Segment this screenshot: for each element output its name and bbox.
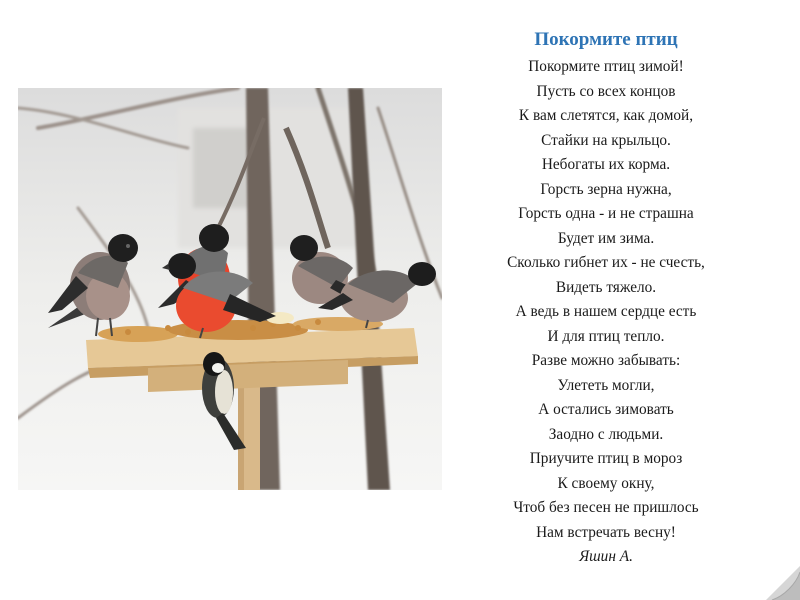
poem-line: К своему окну, [557,474,655,492]
poem [470,26,742,570]
poem-line: Горсть одна - и не страшна [518,205,694,222]
poem-author: Яшин А. [579,548,633,565]
poem-line: К вам слетятся, как домой, [518,107,694,124]
poem-line: Видеть тяжело. [555,278,657,296]
poem-line: А ведь в нашем сердце есть [515,303,697,320]
bullfinches-on-bird-feeder-photo [18,88,442,490]
poem-line: Улететь могли, [557,376,655,394]
poem-title: Покормите птиц [534,29,678,50]
poem-line: Пусть со всех концов [536,82,676,100]
poem-line: А остались зимовать [538,401,674,418]
poem-line: Приучите птиц в мороз [529,450,683,467]
page-curl-decoration [766,566,800,600]
poem-line: Нам встречать весну! [536,523,676,541]
poem-line: Заодно с людьми. [548,425,664,443]
poem-line: Горсть зерна нужна, [540,180,672,198]
poem-line: Разве можно забывать: [531,352,681,369]
poem-line: Стайки на крыльцо. [541,131,671,149]
poem-line: Чтоб без песен не пришлось [513,499,699,516]
poem-line: И для птиц тепло. [547,327,665,345]
poem-line: Покормите птиц зимой! [528,58,684,75]
poem-line: Небогаты их корма. [541,156,671,173]
poem-line: Будет им зима. [557,229,655,247]
poem-line: Сколько гибнет их - не счесть, [507,254,705,271]
